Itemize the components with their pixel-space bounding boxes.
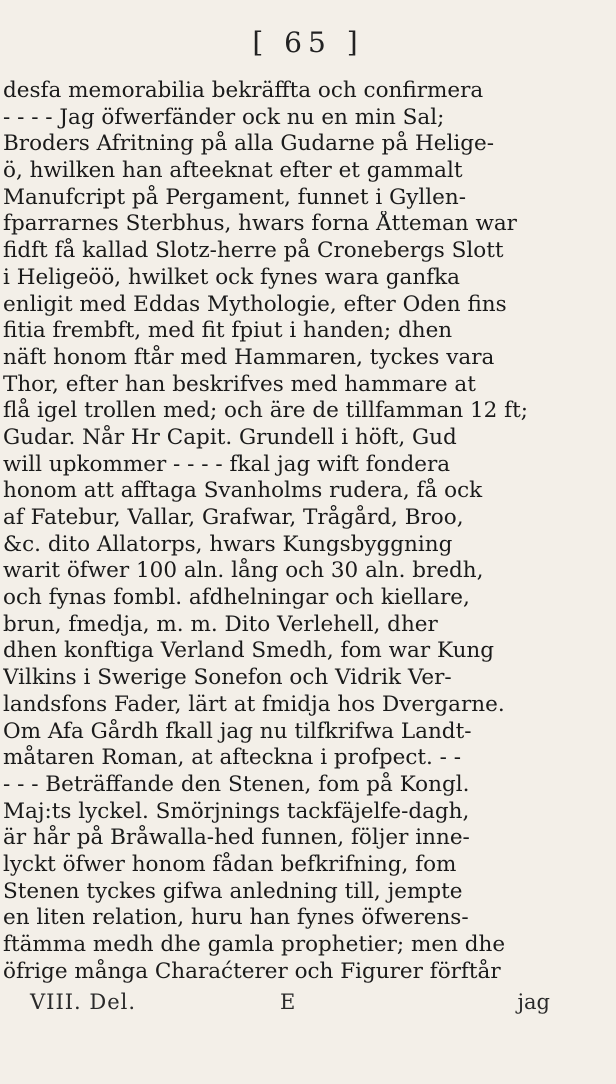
- text-line: desfa memorabilia bekräffta och confirmera: [3, 78, 484, 103]
- text-line: Broders Afritning på alla Gudarne på Helige-: [3, 131, 495, 157]
- signature-label: VIII. Del.: [30, 990, 137, 1014]
- text-line: öfrige många Charaćterer och Figurer förftår: [3, 958, 501, 984]
- text-line: ö, hwilken han afteeknat efter et gammalt: [3, 158, 463, 184]
- text-line: och fynas fombl. afdhelningar och kiellare,: [3, 585, 470, 611]
- text-line: en liten relation, huru han fynes öfwerens-: [3, 905, 469, 931]
- text-line: Gudar. Når Hr Capit. Grundell i höft, Gud: [3, 424, 457, 450]
- text-line: enligit med Eddas Mythologie, efter Oden fins: [3, 291, 507, 317]
- text-line: Vilkins i Swerige Sonefon och Vidrik Ver-: [3, 665, 452, 691]
- text-line: lyckt öfwer honom fådan befkrifning, fom: [3, 851, 457, 877]
- text-line: - - - Beträffande den Stenen, fom på Kongl.: [3, 771, 470, 797]
- text-line: är hår på Bråwalla-hed funnen, följer inne-: [3, 825, 470, 851]
- text-line: dhen konftiga Verland Smedh, fom war Kung: [3, 638, 495, 664]
- text-line: Manufcript på Pergament, funnet i Gyllen-: [3, 184, 466, 210]
- text-line: i Heligeöö, hwilket ock fynes wara ganfka: [3, 264, 460, 290]
- text-line: honom att afftaga Svanholms rudera, få ock: [3, 478, 483, 504]
- text-line: Maj:ts lyckel. Smörjnings tackfäjelfe-dagh,: [3, 798, 470, 824]
- catchword: jag: [517, 990, 550, 1014]
- text-line: - - - - Jag öfwerfänder ock nu en min Sal;: [3, 104, 445, 130]
- text-line: fparrarnes Sterbhus, hwars forna Åtteman war: [3, 211, 517, 237]
- text-line: af Fatebur, Vallar, Grafwar, Trågård, Broo,: [3, 505, 464, 530]
- page-number: [ 65 ]: [252, 26, 364, 59]
- text-line: &c. dito Allatorps, hwars Kungsbyggning: [3, 531, 453, 557]
- text-line: will upkommer - - - - fkal jag wift fondera: [3, 451, 451, 477]
- signature-mark: E: [280, 990, 296, 1014]
- text-line: landsfons Fader, lärt at fmidja hos Dvergarne.: [3, 691, 505, 717]
- text-line: måtaren Roman, at afteckna i profpect. - -: [3, 745, 462, 771]
- text-line: flå igel trollen med; och äre de tillfamman 12 ft;: [3, 398, 529, 424]
- text-line: brun, fmedja, m. m. Dito Verlehell, dher: [3, 611, 438, 637]
- text-line: Thor, efter han beskrifves med hammare at: [3, 371, 476, 397]
- text-line: fidft få kallad Slotz-herre på Cronebergs Slott: [3, 238, 504, 264]
- body-text: [3, 78, 543, 985]
- text-line: ftämma medh dhe gamla prophetier; men dhe: [3, 932, 506, 957]
- text-line: Stenen tyckes gifwa anledning till, jempte: [3, 878, 463, 904]
- page-footer: [30, 990, 550, 1020]
- text-line: näft honom ftår med Hammaren, tyckes vara: [3, 344, 495, 370]
- text-line: fitia frembft, med fit fpiut i handen; dhen: [3, 318, 453, 344]
- text-line: Om Afa Gårdh fkall jag nu tilfkrifwa Landt-: [3, 718, 472, 744]
- text-line: warit öfwer 100 aln. lång och 30 aln. bredh,: [3, 558, 484, 584]
